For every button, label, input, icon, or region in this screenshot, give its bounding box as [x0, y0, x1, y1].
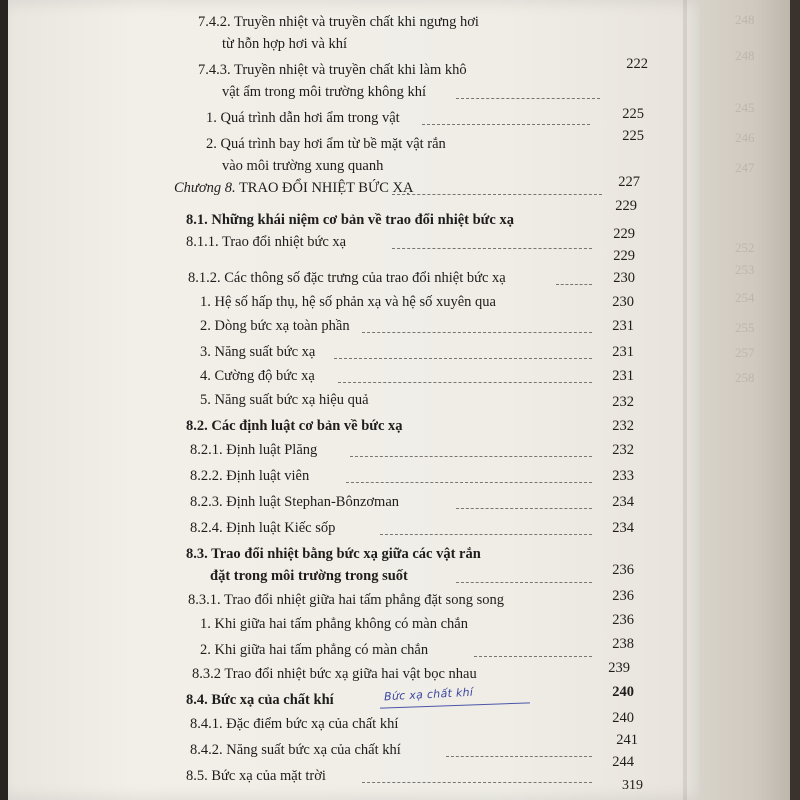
toc-entry: từ hỗn hợp hơi và khí: [222, 36, 348, 52]
section-heading: đặt trong môi trường trong suốt: [210, 568, 408, 584]
toc-page-number: 229: [615, 198, 637, 214]
toc-entry: 2. Khi giữa hai tấm phẳng có màn chắn: [200, 642, 429, 658]
toc-page-number: 225: [622, 128, 644, 144]
toc-page-number: 239: [608, 660, 630, 676]
toc-page-number: 240: [612, 710, 634, 726]
toc-page-number: 238: [612, 636, 634, 652]
toc-entry: 8.3.1. Trao đổi nhiệt giữa hai tấm phẳng đặt song song: [188, 592, 504, 608]
toc-page-number: 236: [612, 562, 634, 578]
toc-page-number: 230: [612, 294, 634, 310]
toc-page-number: 231: [612, 368, 634, 384]
toc-leader: [456, 98, 600, 99]
toc-entry: 1. Quá trình dẫn hơi ẩm trong vật: [206, 110, 400, 126]
section-heading: 8.4. Bức xạ của chất khí: [186, 692, 334, 708]
toc-page-number: 236: [612, 588, 634, 604]
toc-leader: [422, 124, 590, 125]
toc-leader: [456, 582, 592, 583]
toc-page-number: 244: [612, 754, 634, 770]
toc-entry: 8.5. Bức xạ của mặt trời: [186, 768, 326, 784]
toc-page-number: 234: [612, 520, 634, 536]
toc-page-number: 232: [612, 418, 634, 434]
toc-entry: 8.1.1. Trao đổi nhiệt bức xạ: [186, 234, 347, 250]
toc-page-number: 229: [613, 248, 635, 264]
toc-page-number: 232: [612, 394, 634, 410]
handwritten-note: Bức xạ chất khí: [383, 685, 474, 704]
chapter-title: TRAO ĐỔI NHIỆT BỨC XẠ: [238, 180, 414, 196]
toc-page-number: 222: [626, 56, 648, 72]
toc-page-number: 241: [616, 732, 638, 748]
toc-entry: 8.1.2. Các thông số đặc trưng của trao đổi nhiệt bức xạ: [188, 270, 506, 286]
toc-entry: 3. Năng suất bức xạ: [200, 344, 316, 360]
toc-page-number: 231: [612, 318, 634, 334]
toc-page-number: 240: [612, 684, 634, 700]
toc-leader: [446, 756, 592, 757]
toc-entry: 5. Năng suất bức xạ hiệu quả: [200, 392, 369, 408]
toc-entry: 8.3.2 Trao đổi nhiệt bức xạ giữa hai vật bọc nhau: [192, 666, 477, 682]
toc-entry: vào môi trường xung quanh: [222, 158, 384, 174]
toc-entry: 8.4.2. Năng suất bức xạ của chất khí: [190, 742, 401, 758]
toc-page-number: 232: [612, 442, 634, 458]
section-heading: 8.3. Trao đổi nhiệt bằng bức xạ giữa các vật rắn: [186, 546, 481, 562]
chapter-label: Chương 8.: [174, 180, 236, 196]
toc-entry: 8.2.1. Định luật Plăng: [190, 442, 318, 458]
section-heading: 8.2. Các định luật cơ bản về bức xạ: [186, 418, 403, 434]
toc-entry: 2. Quá trình bay hơi ẩm từ bề mặt vật rắn: [206, 136, 446, 152]
toc-leader: [392, 248, 592, 249]
toc-entry: 7.4.2. Truyền nhiệt và truyền chất khi ngưng hơi: [198, 14, 479, 30]
toc-entry: 8.2.2. Định luật viên: [190, 468, 310, 484]
toc-entry: 4. Cường độ bức xạ: [200, 368, 315, 384]
toc-entry: 8.2.3. Định luật Stephan-Bônzơman: [190, 494, 400, 510]
toc-entry: 8.2.4. Định luật Kiếc sốp: [190, 520, 336, 536]
toc-entry: 2. Dòng bức xạ toàn phần: [200, 318, 350, 334]
toc-page-number: 234: [612, 494, 634, 510]
chapter-heading: [174, 178, 413, 198]
handwritten-underline: [380, 702, 530, 708]
toc-leader: [350, 456, 592, 457]
facing-page-edge: 248 248 245 246 247 252 253 254 255 257 258: [700, 0, 800, 800]
toc-entry: 7.4.3. Truyền nhiệt và truyền chất khi làm khô: [198, 62, 467, 78]
toc-leader: [474, 656, 592, 657]
toc-page-number: 229: [613, 226, 635, 242]
book-edge: [790, 0, 800, 800]
section-heading: 8.1. Những khái niệm cơ bản về trao đổi nhiệt bức xạ: [186, 212, 514, 228]
toc-leader: [362, 782, 592, 783]
toc-page-number: 230: [613, 270, 635, 286]
toc-entry: vật ẩm trong môi trường không khí: [222, 84, 427, 100]
toc-page-number: 233: [612, 468, 634, 484]
toc-page-number: 236: [612, 612, 634, 628]
toc-leader: [346, 482, 592, 483]
toc-page-number: 225: [622, 106, 644, 122]
toc-entry: 1. Hệ số hấp thụ, hệ số phản xạ và hệ số xuyên qua: [200, 294, 496, 310]
toc-leader: [392, 194, 602, 195]
toc-leader: [456, 508, 592, 509]
toc-entry: 1. Khi giữa hai tấm phẳng không có màn chắn: [200, 616, 468, 632]
toc-entry: 8.4.1. Đặc điểm bức xạ của chất khí: [190, 716, 399, 732]
toc-leader: [380, 534, 592, 535]
toc-page-number: 231: [612, 344, 634, 360]
toc-leader: [338, 382, 592, 383]
toc-leader: [556, 284, 592, 285]
toc-page-number: 227: [618, 174, 640, 190]
toc-leader: [362, 332, 592, 333]
toc-leader: [334, 358, 592, 359]
page-folio: 319: [622, 778, 643, 793]
